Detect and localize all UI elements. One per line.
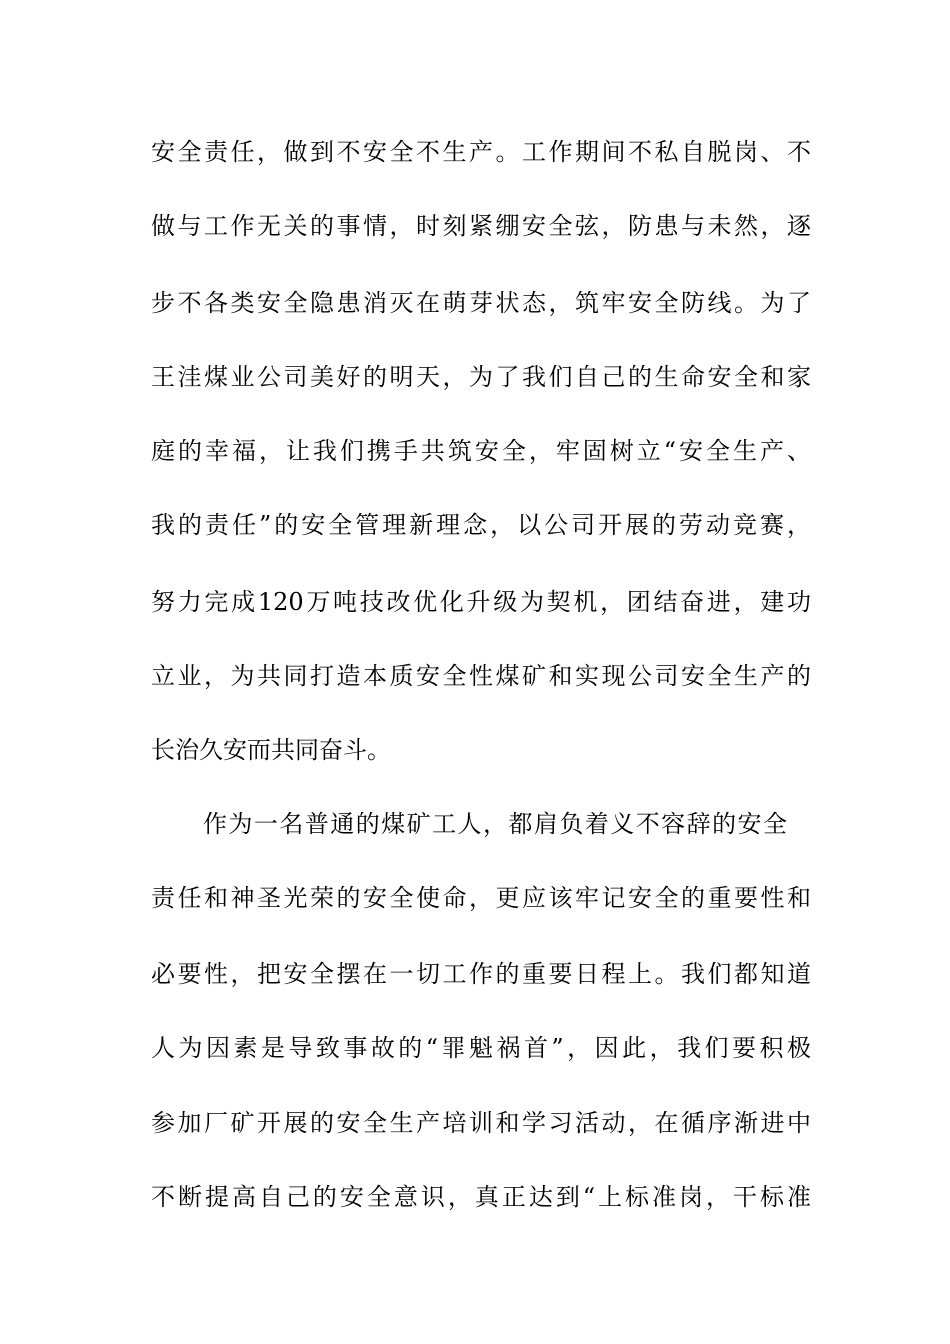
text-line: 努力完成120万吨技改优化升级为契机，团结奋进，建功 (151, 588, 811, 616)
text-line: 立业，为共同打造本质安全性煤矿和实现公司安全生产的 (151, 662, 811, 690)
text-line: 责任和神圣光荣的安全使命，更应该牢记安全的重要性和 (151, 884, 811, 912)
text-line: 必要性，把安全摆在一切工作的重要日程上。我们都知道 (151, 960, 811, 988)
text-line: 步不各类安全隐患消灭在萌芽状态，筑牢安全防线。为了 (151, 289, 811, 317)
text-line: 作为一名普通的煤矿工人，都肩负着义不容辞的安全 (203, 810, 787, 838)
text-line: 不断提高自己的安全意识，真正达到“上标准岗，干标准 (151, 1183, 811, 1211)
text-line: 王洼煤业公司美好的明天，为了我们自己的生命安全和家 (151, 363, 811, 391)
text-line: 安全责任，做到不安全不生产。工作期间不私自脱岗、不 (151, 138, 811, 166)
text-line: 人为因素是导致事故的“罪魁祸首”，因此，我们要积极 (151, 1034, 811, 1062)
text-line: 做与工作无关的事情，时刻紧绷安全弦，防患与未然，逐 (151, 212, 811, 240)
text-line: 庭的幸福，让我们携手共筑安全，牢固树立“安全生产、 (151, 437, 811, 465)
text-line: 参加厂矿开展的安全生产培训和学习活动，在循序渐进中 (151, 1109, 811, 1137)
text-line: 长治久安而共同奋斗。 (151, 736, 391, 764)
text-line: 我的责任”的安全管理新理念，以公司开展的劳动竞赛， (151, 511, 811, 539)
